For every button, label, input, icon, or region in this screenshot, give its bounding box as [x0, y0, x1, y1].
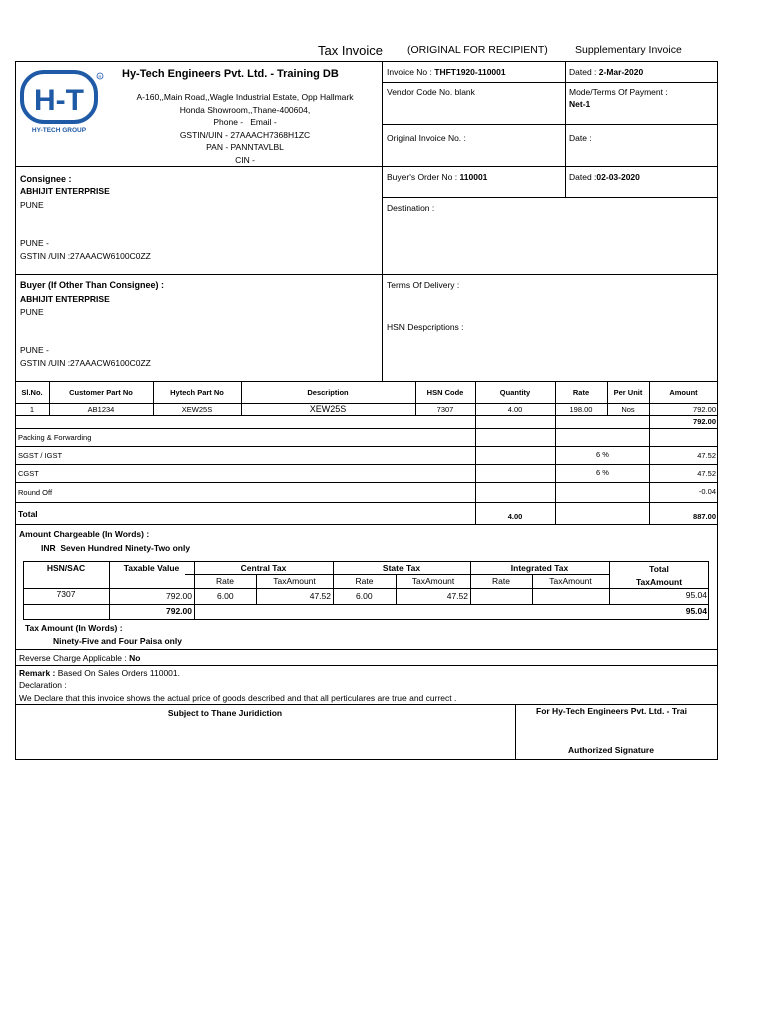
header-quantity: Quantity [499, 387, 531, 397]
copy-label: (ORIGINAL FOR RECIPIENT) [407, 44, 548, 56]
rule [15, 166, 718, 167]
rule [382, 197, 718, 198]
packing-label: Packing & Forwarding [18, 432, 92, 442]
invoice-number [387, 67, 506, 77]
amount-words-value: INR Seven Hundred Ninety-Two only [41, 543, 191, 553]
tax-row-total: 95.04 [685, 589, 707, 600]
invoice-type-label: Supplementary Invoice [575, 44, 682, 56]
subtotal-amount: 792.00 [693, 417, 716, 426]
document-title: Tax Invoice [318, 43, 384, 58]
row-amount: 792.00 [693, 404, 716, 414]
consignee-label: Consignee : [20, 174, 72, 184]
tax-header-central: Central Tax [240, 562, 287, 573]
svg-text:HY-TECH GROUP: HY-TECH GROUP [31, 127, 87, 134]
tax-header-hsn: HSN/SAC [46, 563, 86, 573]
tax-header-integrated: Integrated Tax [510, 562, 569, 573]
row-per-unit: Nos [621, 404, 635, 414]
header-divider [382, 61, 383, 381]
row-slno: 1 [29, 404, 35, 414]
remark [19, 668, 180, 678]
header-slno: Sl.No. [21, 387, 43, 397]
buyer-order-value: 110001 [459, 172, 488, 182]
buyer-city-2: PUNE - [20, 345, 49, 355]
tax-row-central-amount: 47.52 [309, 590, 331, 601]
tax-row-state-amount: 47.52 [446, 590, 468, 601]
original-invoice-label: Original Invoice No. : [387, 133, 466, 143]
tax-header-state: State Tax [382, 562, 421, 573]
total-amount: 887.00 [693, 511, 716, 521]
sgst-label: SGST / IGST [18, 450, 63, 460]
amount-words-label: Amount Chargeable (In Words) : [19, 529, 150, 539]
tax-row-hsn: 7307 [56, 589, 76, 599]
rule [15, 704, 718, 705]
consignee-gstin: GSTIN /UIN :27AAACW6100C0ZZ [20, 251, 151, 261]
row-quantity: 4.00 [507, 404, 523, 414]
tax-total-amount: 95.04 [685, 606, 707, 616]
declaration-text: We Declare that this invoice shows the actual price of goods described and that all perticulares are true and currect . [19, 693, 457, 703]
reverse-charge-label: Reverse Charge Applicable : [19, 653, 127, 663]
buyer-order [387, 172, 487, 182]
rule [15, 665, 718, 666]
header-description: Description [307, 387, 349, 397]
jurisdiction: Subject to Thane Juridiction [167, 708, 283, 718]
mode-terms-value: Net-1 [569, 99, 591, 109]
reverse-charge-value: No [129, 653, 141, 663]
consignee-city-2: PUNE - [20, 238, 49, 248]
tax-words-value: Ninety-Five and Four Paisa only [53, 636, 182, 646]
terms-delivery-label: Terms Of Delivery : [387, 280, 460, 290]
for-company: For Hy-Tech Engineers Pvt. Ltd. - Trai [536, 706, 687, 716]
row-customer-part: AB1234 [87, 404, 115, 414]
rule [382, 124, 718, 125]
company-gstin: GSTIN/UIN - 27AAACH7368H1ZC [179, 129, 311, 140]
header-hytech-part: Hytech Part No [170, 387, 224, 397]
row-description: XEW25S [309, 404, 347, 414]
tax-row-taxable: 792.00 [166, 590, 192, 601]
remark-value: Based On Sales Orders 110001. [57, 668, 180, 678]
cgst-rate: 6 % [596, 467, 609, 477]
tax-header-taxable: Taxable Value [123, 563, 180, 573]
address-line-2: Honda Showroom,,Thane-400604, [179, 104, 311, 115]
buyer-order-label: Buyer's Order No : [387, 172, 458, 182]
tax-row-state-rate: 6.00 [356, 590, 373, 601]
declaration-label: Declaration : [19, 680, 67, 690]
integrated-amount-header: TaxAmount [549, 576, 592, 586]
destination-label: Destination : [387, 203, 435, 213]
order-dated-label: Dated : [569, 172, 597, 182]
consignee-name: ABHIJIT ENTERPRISE [20, 186, 110, 196]
invoice-no-value: THFT1920-110001 [434, 67, 506, 77]
dated-value: 2-Mar-2020 [598, 67, 644, 77]
header-rate: Rate [572, 387, 590, 397]
rule [15, 649, 718, 650]
rule [15, 415, 718, 416]
buyer-gstin: GSTIN /UIN :27AAACW6100C0ZZ [20, 358, 151, 368]
rule [382, 82, 718, 83]
row-hytech-part: XEW25S [181, 404, 213, 414]
integrated-rate-header: Rate [492, 576, 510, 586]
company-address [110, 91, 380, 166]
header-hsn-code: HSN Code [426, 387, 464, 397]
header-per-unit: Per Unit [613, 387, 643, 397]
order-dated-value: 02-03-2020 [596, 172, 640, 182]
tax-header-total: Total [649, 564, 669, 574]
sgst-rate: 6 % [596, 449, 609, 459]
mode-terms-label: Mode/Terms Of Payment : [569, 87, 668, 97]
authorized-signature: Authorized Signature [568, 745, 654, 755]
svg-text:H-T: H-T [34, 84, 84, 117]
date-label: Date : [569, 133, 592, 143]
central-amount-header: TaxAmount [273, 576, 316, 586]
address-line-1: A-160,,Main Road,,Wagle Industrial Estate, Opp Hallmark [136, 92, 354, 102]
invoice-no-label: Invoice No : [387, 67, 432, 77]
buyer-name: ABHIJIT ENTERPRISE [20, 294, 110, 304]
contact-line: Phone - Email - [213, 117, 277, 127]
remark-label: Remark : [19, 668, 56, 678]
roundoff-label: Round Off [18, 487, 53, 497]
hsn-descriptions-label: HSN Despcriptions : [387, 322, 464, 332]
dated-label: Dated : [569, 67, 597, 77]
company-name: Hy-Tech Engineers Pvt. Ltd. - Training DB [122, 68, 339, 80]
row-hsn-code: 7307 [436, 404, 454, 414]
sgst-amount: 47.52 [697, 450, 716, 460]
tax-header-total-amount: TaxAmount [635, 576, 683, 587]
consignee-city: PUNE [20, 200, 44, 210]
central-rate-header: Rate [216, 576, 234, 586]
header-customer-part: Customer Part No [69, 387, 133, 397]
state-amount-header: TaxAmount [411, 576, 455, 586]
cgst-label: CGST [18, 468, 39, 478]
tax-words-label: Tax Amount (In Words) : [25, 623, 123, 633]
total-quantity: 4.00 [507, 511, 523, 521]
roundoff-amount: -0.04 [698, 486, 716, 496]
order-date [569, 172, 640, 182]
buyer-city: PUNE [20, 307, 44, 317]
col-line [515, 704, 516, 760]
company-cin: CIN - [235, 154, 255, 165]
company-pan: PAN - PANNTAVLBL [206, 142, 284, 152]
tax-total-taxable: 792.00 [166, 606, 192, 616]
tax-row-central-rate: 6.00 [217, 590, 234, 601]
rule [15, 274, 718, 275]
row-rate: 198.00 [569, 404, 593, 414]
company-logo [20, 68, 108, 138]
reverse-charge [19, 653, 140, 663]
svg-text:R: R [98, 74, 102, 79]
header-amount: Amount [669, 387, 698, 397]
buyer-label: Buyer (If Other Than Consignee) : [20, 280, 165, 290]
state-rate-header: Rate [355, 576, 374, 586]
cgst-amount: 47.52 [697, 468, 716, 478]
invoice-date [569, 67, 643, 77]
total-label: Total [18, 509, 38, 519]
vendor-code: Vendor Code No. blank [387, 87, 475, 97]
